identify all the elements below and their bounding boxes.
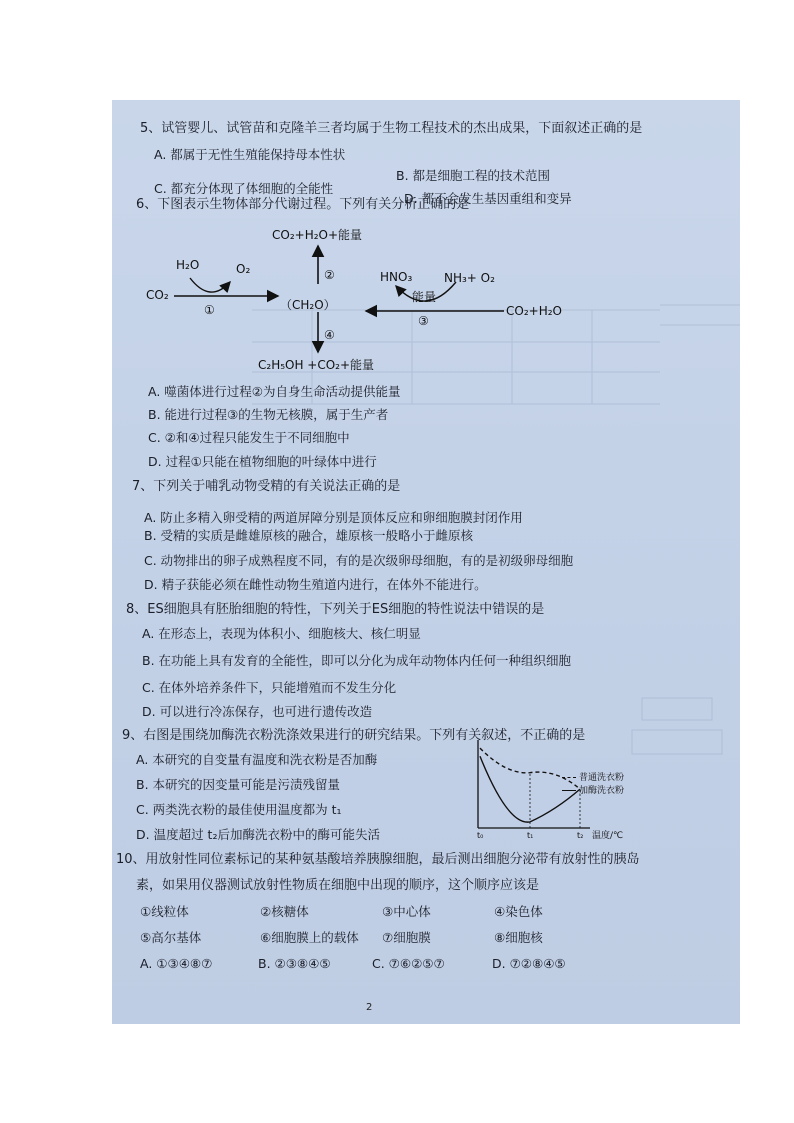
q9-option-b: B. 本研究的因变量可能是污渍残留量 [136, 777, 341, 792]
diagram-hno3-label: HNO₃ [380, 270, 413, 284]
legend-item-enzyme [562, 783, 624, 796]
diagram-nh3-label: NH₃+ O₂ [444, 271, 495, 285]
q8-option-b: B. 在功能上具有发育的全能性，即可以分化为成年动物体内任何一种组织细胞 [142, 653, 572, 668]
q7-option-b: B. 受精的实质是雌雄原核的融合，雄原核一般略小于雌原核 [144, 528, 474, 543]
metabolism-diagram [112, 100, 740, 400]
q8-option-d: D. 可以进行冷冻保存，也可进行遗传改造 [142, 704, 373, 719]
q10-stem-line-2: 素，如果用仪器测试放射性物质在细胞中出现的顺序，这个顺序应该是 [136, 878, 540, 893]
diagram-co2-label: CO₂ [146, 288, 169, 302]
q6-stem: 6、下图表示生物体部分代谢过程。下列有关分析正确的是 [136, 197, 470, 212]
q10-item-6: ⑥细胞膜上的载体 [260, 930, 359, 945]
diagram-o2-label: O₂ [236, 262, 251, 276]
diagram-h2o-label: H₂O [176, 258, 200, 272]
diagram-right-label: CO₂+H₂O [506, 304, 562, 318]
q10-item-4: ④染色体 [494, 904, 543, 919]
chart-xlabel: 温度/℃ [592, 831, 624, 841]
q7-option-c: C. 动物排出的卵子成熟程度不同，有的是次级卵母细胞，有的是初级卵母细胞 [144, 553, 574, 568]
q10-item-5: ⑤高尔基体 [140, 930, 202, 945]
q10-item-8: ⑧细胞核 [494, 930, 543, 945]
q6-option-b: B. 能进行过程③的生物无核膜，属于生产者 [148, 407, 389, 422]
chart-x-tick-0: t₀ [477, 831, 484, 840]
q9-option-c: C. 两类洗衣粉的最佳使用温度都为 t₁ [136, 802, 342, 817]
page-number: 2 [366, 1002, 373, 1013]
q5-option-d: D. 都不会发生基因重组和变异 [404, 191, 572, 206]
q7-option-a: A. 防止多精入卵受精的两道屏障分别是顶体反应和卵细胞膜封闭作用 [144, 510, 523, 525]
q8-stem: 8、ES细胞具有胚胎细胞的特性，下列关于ES细胞的特性说法中错误的是 [126, 602, 545, 617]
legend-label-normal: 普通洗衣粉 [579, 773, 625, 783]
q6-option-a: A. 噬菌体进行过程②为自身生命活动提供能量 [148, 384, 401, 399]
q10-item-7: ⑦细胞膜 [382, 930, 431, 945]
diagram-step-1: ① [204, 303, 215, 317]
diagram-bottom-label: C₂H₅OH +CO₂+能量 [258, 358, 375, 372]
q10-option-b: B. ②③⑧④⑤ [258, 956, 331, 971]
q8-option-a: A. 在形态上，表现为体积小、细胞核大、核仁明显 [142, 626, 421, 641]
exam-sheet [112, 100, 740, 1024]
q10-item-3: ③中心体 [382, 904, 431, 919]
chart-x-tick-2: t₂ [577, 831, 584, 840]
diagram-energy-label: 能量 [412, 290, 437, 304]
q10-option-a: A. ①③④⑧⑦ [140, 956, 213, 971]
diagram-top-label: CO₂+H₂O+能量 [272, 228, 363, 242]
q8-option-c: C. 在体外培养条件下，只能增殖而不发生分化 [142, 680, 397, 695]
q9-stem: 9、右图是围绕加酶洗衣粉洗涤效果进行的研究结果。下列有关叙述，不正确的是 [122, 728, 586, 743]
q10-stem-line-1: 10、用放射性同位素标记的某种氨基酸培养胰腺细胞，最后测出细胞分泌带有放射性的胰岛 [116, 852, 640, 867]
diagram-arrows [112, 100, 740, 400]
q5-stem: 5、试管婴儿、试管苗和克隆羊三者均属于生物工程技术的杰出成果，下面叙述正确的是 [140, 121, 643, 136]
q10-item-1: ①线粒体 [140, 904, 189, 919]
q5-option-c: C. 都充分体现了体细胞的全能性 [154, 181, 334, 196]
diagram-ch2o-label: （CH₂O） [280, 298, 336, 312]
q6-option-c: C. ②和④过程只能发生于不同细胞中 [148, 430, 350, 445]
q10-item-2: ②核糖体 [260, 904, 309, 919]
q5-option-b: B. 都是细胞工程的技术范围 [396, 168, 551, 183]
q9-option-a: A. 本研究的自变量有温度和洗衣粉是否加酶 [136, 752, 378, 767]
q5-option-a: A. 都属于无性生殖能保持母本性状 [154, 147, 346, 162]
q6-option-d: D. 过程①只能在植物细胞的叶绿体中进行 [148, 454, 377, 469]
q7-stem: 7、下列关于哺乳动物受精的有关说法正确的是 [132, 479, 401, 494]
q10-option-d: D. ⑦②⑧④⑤ [492, 956, 566, 971]
q7-option-d: D. 精子获能必须在雌性动物生殖道内进行，在体外不能进行。 [144, 577, 487, 592]
diagram-step-3: ③ [418, 314, 429, 328]
diagram-step-4: ④ [324, 328, 335, 342]
chart-legend [562, 770, 624, 796]
legend-label-enzyme: 加酶洗衣粉 [579, 786, 625, 796]
q9-option-d: D. 温度超过 t₂后加酶洗衣粉中的酶可能失活 [136, 827, 380, 842]
q10-option-c: C. ⑦⑥②⑤⑦ [372, 956, 445, 971]
chart-x-tick-1: t₁ [527, 831, 534, 840]
legend-item-normal [562, 770, 624, 783]
diagram-step-2: ② [324, 268, 335, 282]
